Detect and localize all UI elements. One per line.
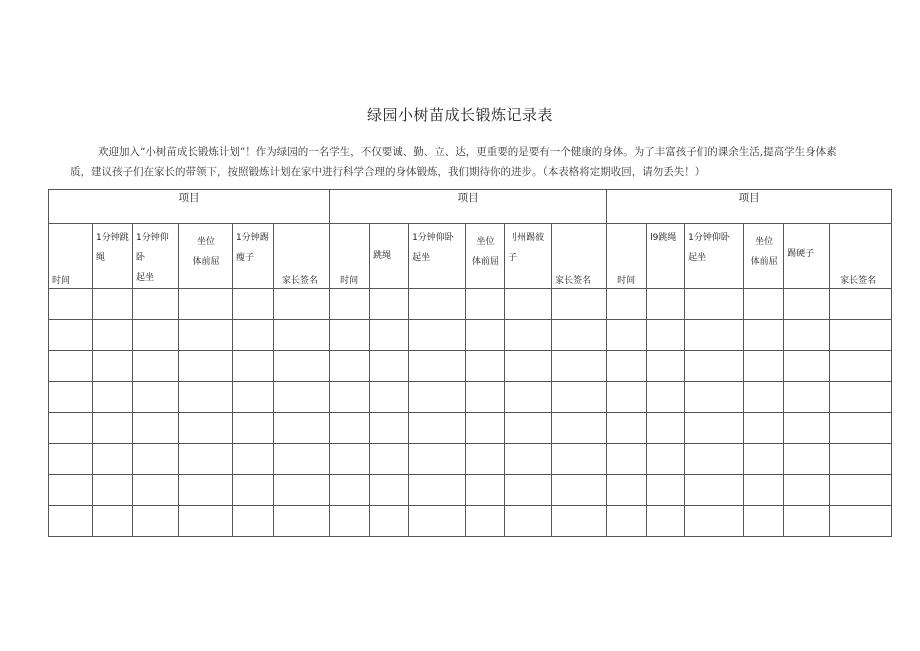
entry-cell[interactable] [233,506,274,537]
entry-cell[interactable] [505,320,552,351]
entry-cell[interactable] [370,506,409,537]
item-header: 1分钟仰卧 起坐 [133,224,179,289]
entry-cell[interactable] [49,320,93,351]
entry-cell[interactable] [685,382,744,413]
entry-cell[interactable] [93,506,133,537]
intro-line-2: 质，建议孩子们在家长的带领下，按照锻炼计划在家中进行科学合理的身体锻炼，我们期待你的进步。（本表格将定期收回，请勿丢失！） [70,166,706,178]
entry-cell[interactable] [409,475,466,506]
entry-cell[interactable] [784,475,830,506]
entry-cell[interactable] [409,351,466,382]
entry-cell[interactable] [93,413,133,444]
entry-cell[interactable] [330,289,370,320]
entry-cell[interactable] [466,320,505,351]
entry-cell[interactable] [685,413,744,444]
entry-cell[interactable] [744,475,784,506]
entry-cell[interactable] [744,506,784,537]
entry-cell[interactable] [49,444,93,475]
entry-cell[interactable] [505,475,552,506]
entry-cell[interactable] [744,413,784,444]
data-rows [49,289,892,537]
entry-cell[interactable] [685,475,744,506]
entry-cell[interactable] [233,351,274,382]
entry-cell[interactable] [133,413,179,444]
table-row [49,413,892,444]
entry-cell[interactable] [179,289,233,320]
item-header: 坐位 体前屈 [179,224,233,289]
entry-cell[interactable] [552,289,607,320]
entry-cell[interactable] [830,289,892,320]
entry-cell[interactable] [93,320,133,351]
entry-cell[interactable] [49,351,93,382]
entry-cell[interactable] [370,382,409,413]
entry-cell[interactable] [607,475,647,506]
entry-cell[interactable] [93,289,133,320]
entry-cell[interactable] [274,351,330,382]
parent-sign-header-1: 家长签名 [274,224,330,289]
entry-cell[interactable] [409,289,466,320]
entry-cell[interactable] [505,506,552,537]
entry-cell[interactable] [466,506,505,537]
entry-cell[interactable] [552,320,607,351]
entry-cell[interactable] [685,351,744,382]
entry-cell[interactable] [179,382,233,413]
entry-cell[interactable] [505,382,552,413]
exercise-record-table [48,189,892,537]
entry-cell[interactable] [552,351,607,382]
entry-cell[interactable] [505,444,552,475]
entry-cell[interactable] [466,444,505,475]
entry-cell[interactable] [466,413,505,444]
table-row [49,506,892,537]
entry-cell[interactable] [233,413,274,444]
entry-cell[interactable] [93,444,133,475]
table-row [49,382,892,413]
page-title: 绿园小树苗成长锻炼记录表 [366,106,553,124]
entry-cell[interactable] [647,351,685,382]
item-header-row [49,224,892,289]
entry-cell[interactable] [49,289,93,320]
entry-cell[interactable] [274,506,330,537]
entry-cell[interactable] [274,475,330,506]
entry-cell[interactable] [370,320,409,351]
project-header-1: 项目 [49,190,330,224]
entry-cell[interactable] [233,289,274,320]
entry-cell[interactable] [647,475,685,506]
table-row [49,444,892,475]
parent-sign-header-2: 家长签名 [552,224,607,289]
entry-cell[interactable] [409,413,466,444]
item-header: 1分钟踢 瘦子 [233,224,274,289]
entry-cell[interactable] [685,289,744,320]
entry-cell[interactable] [830,320,892,351]
entry-cell[interactable] [744,351,784,382]
entry-cell[interactable] [607,444,647,475]
time-header-1: 时间 [49,224,93,289]
entry-cell[interactable] [784,444,830,475]
time-header-2: 时间 [330,224,370,289]
entry-cell[interactable] [607,506,647,537]
entry-cell[interactable] [744,444,784,475]
entry-cell[interactable] [784,351,830,382]
entry-cell[interactable] [607,413,647,444]
entry-cell[interactable] [830,351,892,382]
entry-cell[interactable] [330,444,370,475]
entry-cell[interactable] [93,351,133,382]
entry-cell[interactable] [49,413,93,444]
entry-cell[interactable] [233,444,274,475]
entry-cell[interactable] [49,506,93,537]
item-header: 1分钟仰卧 起坐 [685,224,744,289]
entry-cell[interactable] [466,289,505,320]
table-row [49,475,892,506]
entry-cell[interactable] [179,413,233,444]
entry-cell[interactable] [274,413,330,444]
entry-cell[interactable] [179,351,233,382]
entry-cell[interactable] [830,506,892,537]
entry-cell[interactable] [370,351,409,382]
entry-cell[interactable] [505,289,552,320]
entry-cell[interactable] [647,444,685,475]
entry-cell[interactable] [505,413,552,444]
entry-cell[interactable] [607,351,647,382]
entry-cell[interactable] [466,351,505,382]
entry-cell[interactable] [330,382,370,413]
entry-cell[interactable] [647,320,685,351]
entry-cell[interactable] [179,475,233,506]
entry-cell[interactable] [233,475,274,506]
item-header: 踢硬子 [784,224,830,289]
item-header: 跳绳 [370,224,409,289]
entry-cell[interactable] [784,320,830,351]
entry-cell[interactable] [552,475,607,506]
entry-cell[interactable] [784,413,830,444]
entry-cell[interactable] [784,289,830,320]
entry-cell[interactable] [49,382,93,413]
entry-cell[interactable] [133,382,179,413]
intro-line-1: 欢迎加入“小树苗成长锻炼计划”！作为绿园的一名学生，不仅要诚、勤、立、达，更重要的是要有一个健康的身体。为了丰富孩子们的课余生活,提高学生身体素 [98,146,837,158]
entry-cell[interactable] [552,506,607,537]
entry-cell[interactable] [133,475,179,506]
entry-cell[interactable] [784,382,830,413]
entry-cell[interactable] [330,320,370,351]
entry-cell[interactable] [179,506,233,537]
table-row [49,351,892,382]
entry-cell[interactable] [330,506,370,537]
entry-cell[interactable] [274,382,330,413]
parent-sign-header-3: 家长签名 [830,224,892,289]
entry-cell[interactable] [409,382,466,413]
entry-cell[interactable] [409,320,466,351]
entry-cell[interactable] [830,475,892,506]
entry-cell[interactable] [330,351,370,382]
entry-cell[interactable] [409,444,466,475]
entry-cell[interactable] [830,382,892,413]
project-header-row [49,190,892,224]
entry-cell[interactable] [607,320,647,351]
table-row [49,289,892,320]
entry-cell[interactable] [274,289,330,320]
entry-cell[interactable] [744,289,784,320]
entry-cell[interactable] [370,444,409,475]
entry-cell[interactable] [744,382,784,413]
entry-cell[interactable] [552,444,607,475]
entry-cell[interactable] [647,413,685,444]
entry-cell[interactable] [233,382,274,413]
entry-cell[interactable] [685,320,744,351]
entry-cell[interactable] [409,506,466,537]
entry-cell[interactable] [784,506,830,537]
entry-cell[interactable] [330,475,370,506]
entry-cell[interactable] [830,444,892,475]
entry-cell[interactable] [133,289,179,320]
entry-cell[interactable] [179,320,233,351]
time-header-3: 时间 [607,224,647,289]
entry-cell[interactable] [233,320,274,351]
entry-cell[interactable] [274,320,330,351]
item-header: 刂州踢彼 子 [505,224,552,289]
entry-cell[interactable] [607,382,647,413]
entry-cell[interactable] [647,382,685,413]
entry-cell[interactable] [330,413,370,444]
item-header: l9跳绳 [647,224,685,289]
item-header: 坐位 体前屈 [466,224,505,289]
entry-cell[interactable] [466,475,505,506]
entry-cell[interactable] [607,289,647,320]
item-header: 坐位 体前屈 [744,224,784,289]
table-row [49,320,892,351]
entry-cell[interactable] [370,413,409,444]
entry-cell[interactable] [133,444,179,475]
entry-cell[interactable] [179,444,233,475]
project-header-2: 项目 [330,190,607,224]
entry-cell[interactable] [49,475,93,506]
item-header: 1分钟仰卧 起坐 [409,224,466,289]
entry-cell[interactable] [647,506,685,537]
entry-cell[interactable] [93,382,133,413]
entry-cell[interactable] [552,382,607,413]
project-header-3: 项目 [607,190,892,224]
entry-cell[interactable] [133,506,179,537]
entry-cell[interactable] [552,413,607,444]
entry-cell[interactable] [647,289,685,320]
intro-paragraph [70,142,890,182]
entry-cell[interactable] [685,444,744,475]
item-header: 1分钟跳 绳 [93,224,133,289]
entry-cell[interactable] [685,506,744,537]
entry-cell[interactable] [370,475,409,506]
entry-cell[interactable] [370,289,409,320]
entry-cell[interactable] [744,320,784,351]
entry-cell[interactable] [274,444,330,475]
entry-cell[interactable] [133,320,179,351]
entry-cell[interactable] [830,413,892,444]
entry-cell[interactable] [505,351,552,382]
entry-cell[interactable] [133,351,179,382]
entry-cell[interactable] [93,475,133,506]
entry-cell[interactable] [466,382,505,413]
